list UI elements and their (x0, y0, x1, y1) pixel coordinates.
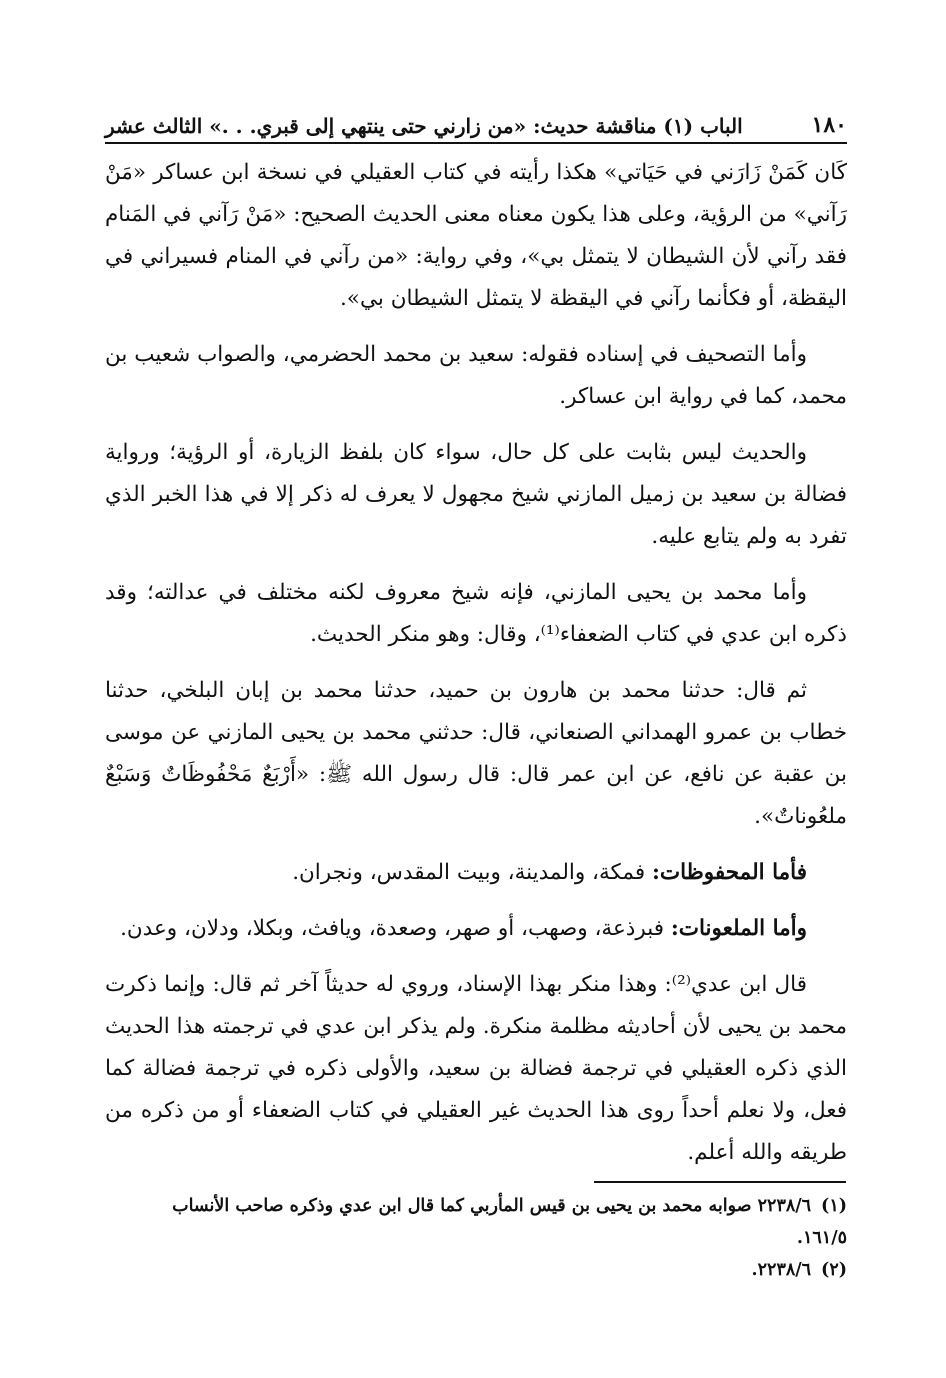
footnote-mark: (١) (821, 1196, 847, 1216)
page-number: ١٨٠ (811, 112, 847, 138)
footnote-1-continuation: ١٦١/٥. (796, 1228, 847, 1248)
footnote-2 (105, 1254, 847, 1286)
list-item-lead: وأما الملعونات: (670, 916, 807, 941)
list-item-lead: فأما المحفوظات: (651, 860, 807, 885)
paragraph: كَان كَمَنْ زَارَني في حَيَاتي» هكذا رأيته في كتاب العقيلي في نسخة ابن عساكر «مَنْ رَآني» من الرؤية، وعلى هذا يكون معناه معنى الحديث الصحيح: «مَنْ رَآني في المَنام فقد رآني لأن الشيطان لا يتمثل بي»، وفي رواية: «من رآني في المنام فسيراني في اليقظة، أو فكأنما رآني في اليقظة لا يتمثل الشيطان بي». (105, 160, 847, 311)
main-text (105, 152, 847, 1188)
paragraph: والحديث ليس بثابت على كل حال، سواء كان بلفظ الزيارة، أو الرؤية؛ ورواية فضالة بن سعيد بن زميل المازني شيخ مجهول لا يعرف له ذكر إلا في هذا الخبر الذي تفرد به ولم يتابع عليه. (105, 440, 847, 549)
list-item-text: فبرذعة، وصهب، أو صهر، وصعدة، ويافث، وبكلا، ودلان، وعدن. (120, 916, 664, 941)
paragraph: وأما التصحيف في إسناده فقوله: سعيد بن محمد الحضرمي، والصواب شعيب بن محمد، كما في رواية ابن عساكر. (105, 342, 847, 409)
footnotes (105, 1190, 847, 1286)
page-header (105, 98, 847, 144)
paragraph: وأما محمد بن يحيى المازني، فإنه شيخ معروف لكنه مختلف في عدالته؛ وقد ذكره ابن عدي في كتاب الضعفاء⁽¹⁾، وقال: وهو منكر الحديث. (105, 580, 847, 647)
running-title: الباب (١) مناقشة حديث: «من زارني حتى ينتهي إلى قبري. . .» الثالث عشر (105, 114, 743, 138)
footnote-text: ٢٢٣٨/٦. (751, 1260, 812, 1280)
paragraph: ثم قال: حدثنا محمد بن هارون بن حميد، حدثنا محمد بن إبان البلخي، حدثنا خطاب بن عمرو الهمداني الصنعاني، قال: حدثني محمد بن يحيى المازني عن موسى بن عقبة عن نافع، عن ابن عمر قال: قال رسول الله ﷺ: «أَرْبَعٌ مَحْفُوظَاتٌ وَسَبْعٌ ملعُوناتٌ». (105, 678, 847, 829)
list-item-preserved (105, 852, 847, 894)
footnote-text: ٢٢٣٨/٦ صوابه محمد بن يحيى بن قيس المأربي كما قال ابن عدي وذكره صاحب الأنساب (172, 1196, 812, 1216)
list-item-text: فمكة، والمدينة، وبيت المقدس، ونجران. (292, 860, 646, 885)
footnote-divider (594, 1181, 846, 1183)
footnote-1 (105, 1190, 847, 1222)
list-item-cursed (105, 908, 847, 950)
footnote-mark: (٢) (821, 1260, 847, 1280)
paragraph: قال ابن عدي⁽²⁾: وهذا منكر بهذا الإسناد، وروي له حديثاً آخر ثم قال: وإنما ذكرت محمد بن يحيى لأن أحاديثه مظلمة منكرة. ولم يذكر ابن عدي في ترجمته هذا الحديث الذي ذكره العقيلي في ترجمة فضالة بن سعيد، والأولى ذكره في ترجمة فضالة كما فعل، ولا نعلم أحداً روى هذا الحديث غير العقيلي في كتاب الضعفاء أو من ذكره من طريقه والله أعلم. (105, 972, 847, 1165)
